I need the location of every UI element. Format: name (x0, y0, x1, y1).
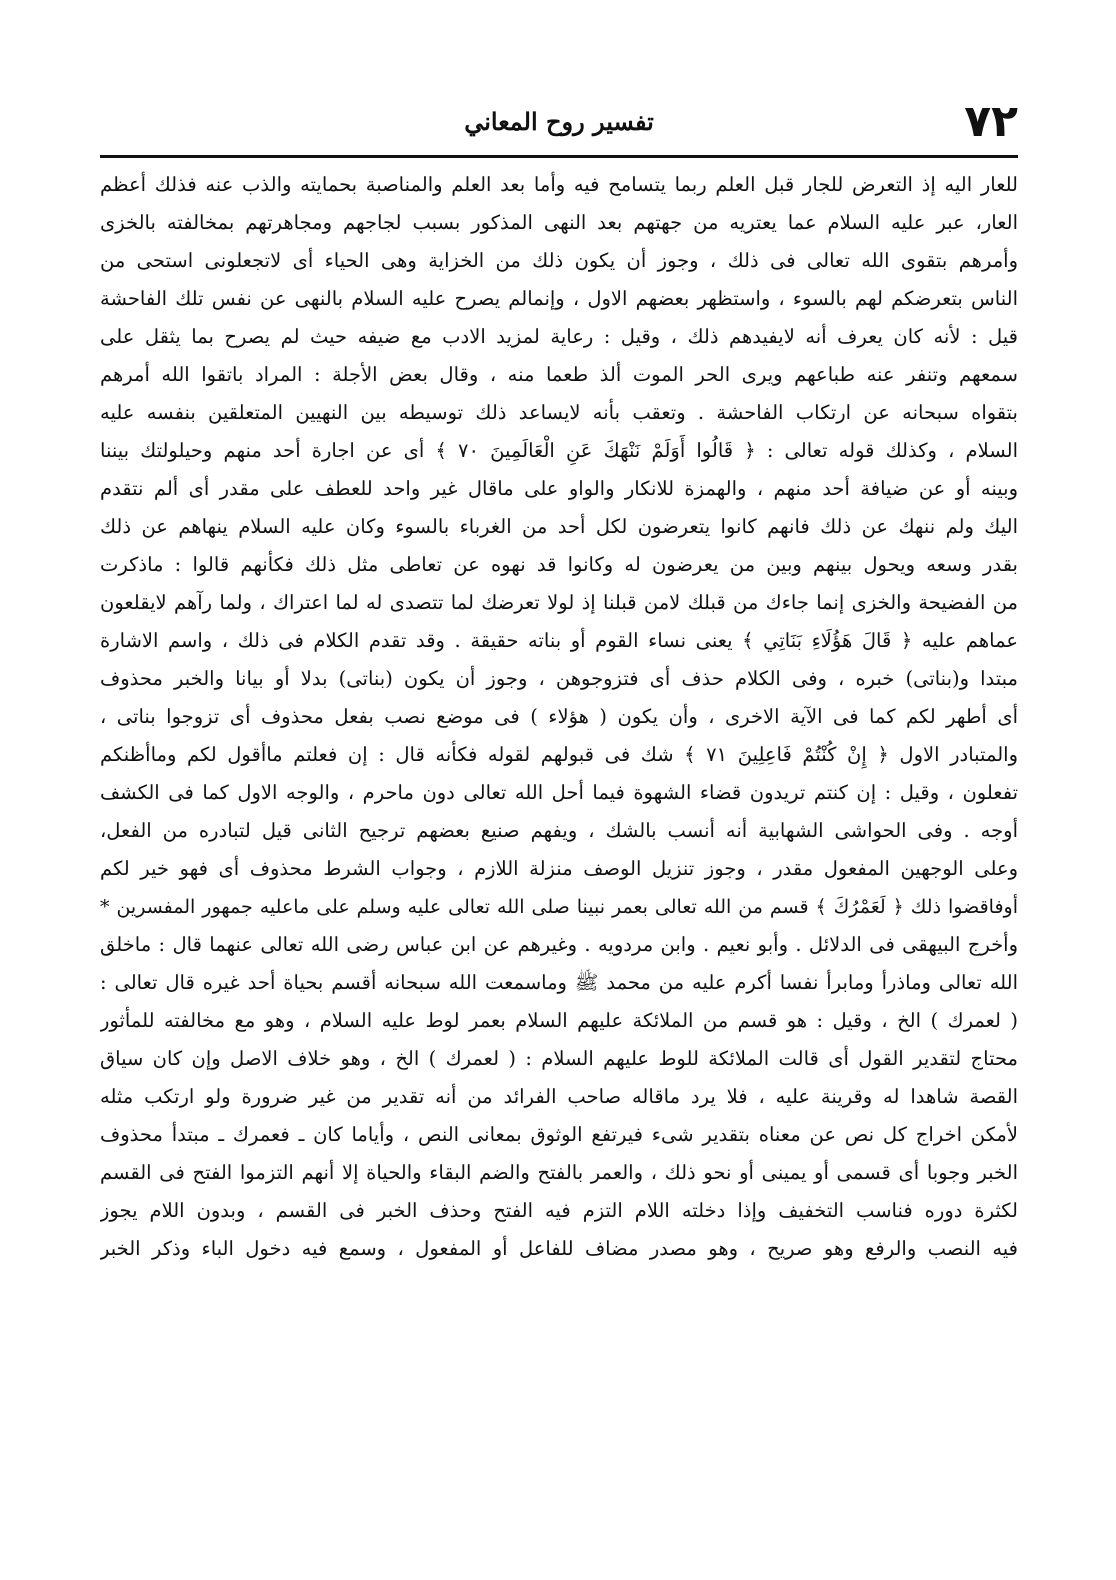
text-line: أى أطهر لكم كما فى الآية الاخرى ، وأن يكون ( هؤلاء ) فى موضع نصب بفعل محذوف أى تزوجوا بناتى ، (100, 705, 1018, 728)
text-line: للعار اليه إذ التعرض للجار قبل العلم ربما يتسامح فيه وأما بعد العلم والمناصبة بحمايته والذب عنه فذلك أعظم (100, 173, 1018, 196)
header-rule (100, 155, 1018, 158)
text-line: لكثرة دوره فناسب التخفيف وإذا دخلته اللام التزم فيه الفتح وحذف الخبر فى القسم ، وبدون اللام يجوز (100, 1199, 1018, 1222)
running-title: تفسير روح المعاني (464, 107, 654, 136)
text-line: تفعلون ، وقيل : إن كنتم تريدون قضاء الشهوة فيما أحل الله تعالى دون ماحرم ، والوجه الاول كما فى الكشف (100, 781, 1018, 804)
text-line: القصة شاهدا له وقرينة عليه ، فلا يرد ماقاله صاحب الفرائد من أنه تقدير من غير ضرورة ولو ارتكب مثله (100, 1085, 1018, 1108)
text-line: قيل : لأنه كان يعرف أنه لايفيدهم ذلك ، وقيل : رعاية لمزيد الادب مع ضيفه حيث لم يصرح بما يثقل على (100, 325, 1018, 348)
text-line: بتقواه سبحانه عن ارتكاب الفاحشة . وتعقب بأنه لايساعد ذلك توسيطه بين النهيين المتعلقين بنفسه عليه (100, 401, 1018, 424)
text-line: بقدر وسعه ويحول بينهم وبين من يعرضون له وكانوا قد نهوه عن تعاطى مثل ذلك فكأنهم قالوا : ماذكرت (100, 553, 1018, 576)
text-line: عماهم عليه ﴿ قَالَ هَؤُلَاءِ بَنَاتِي ﴾ يعنى نساء القوم أو بناته حقيقة . وقد تقدم الكلام فى ذلك ، واسم الاشارة (100, 629, 1018, 652)
text-line: أوفاقضوا ذلك ﴿ لَعَمْرُكَ ﴾ قسم من الله تعالى بعمر نبينا صلى الله تعالى عليه وسلم على ماعليه جمهور المفسرين * (100, 896, 1018, 918)
text-line: العار، عبر عليه السلام عما يعتريه من جهتهم بعد النهى المذكور بسبب لجاجهم ومجاهرتهم بمخالفته بالخزى (100, 211, 1018, 234)
text-line: أوجه . وفى الحواشى الشهابية أنه أنسب بالشك ، ويفهم صنيع بعضهم ترجيح الثانى قيل لتبادره من الفعل، (100, 819, 1018, 842)
page-number: ٧٢ (964, 96, 1018, 147)
text-line: لأمكن اخراج كل نص عن معناه بتقدير شىء فيرتفع الوثوق بمعانى النص ، وأياما كان ـ فعمرك ـ مبتدأ محذوف (100, 1123, 1018, 1146)
text-line: سمعهم وتنفر عنه طباعهم ويرى الحر الموت ألذ طعما منه ، وقال بعض الأجلة : المراد باتقوا الله أمرهم (100, 363, 1018, 386)
text-line: وأخرج البيهقى فى الدلائل . وأبو نعيم . وابن مردويه . وغيرهم عن ابن عباس رضى الله تعالى عنهما قال : ماخلق (100, 933, 1018, 956)
text-line: وأمرهم بتقوى الله تعالى فى ذلك ، وجوز أن يكون ذلك من الخزاية وهى الحياء أى لاتجعلونى استحى من (100, 249, 1018, 272)
text-line: من الفضيحة والخزى إنما جاءك من قبلك لامن قبلنا إذ لولا تعرضك لما تتصدى له لما اعتراك ، ولما رآهم لايقلعون (100, 591, 1018, 614)
text-line: الناس بتعرضكم لهم بالسوء ، واستظهر بعضهم الاول ، وإنمالم يصرح عليه السلام بالنهى عن نفس تلك الفاحشة (100, 287, 1018, 310)
text-line: الله تعالى وماذرأ ومابرأ نفسا أكرم عليه من محمد ﷺ وماسمعت الله سبحانه أقسم بحياة أحد غيره قال تعالى : (100, 971, 1018, 994)
text-line: وبينه أو عن ضيافة أحد منهم ، والهمزة للانكار والواو على ماقال غير واحد للعطف على مقدر أى ألم نتقدم (100, 477, 1018, 500)
text-line: اليك ولم ننهك عن ذلك فانهم كانوا يتعرضون لكل أحد من الغرباء بالسوء وكان عليه السلام ينهاهم عن ذلك (100, 515, 1018, 538)
text-line: وعلى الوجهين المفعول مقدر ، وجوز تنزيل الوصف منزلة اللازم ، وجواب الشرط محذوف أى فهو خير لكم (100, 857, 1018, 880)
text-line: ( لعمرك ) الخ ، وقيل : هو قسم من الملائكة عليهم السلام بعمر لوط عليه السلام ، وهو مع مخالفته للمأثور (100, 1009, 1018, 1032)
text-line: فيه النصب والرفع وهو صريح ، وهو مصدر مضاف للفاعل أو المفعول ، وسمع فيه دخول الباء وذكر الخبر (100, 1237, 1018, 1260)
text-line: محتاج لتقدير القول أى قالت الملائكة للوط عليهم السلام : ( لعمرك ) الخ ، وهو خلاف الاصل وإن كان سياق (100, 1047, 1018, 1070)
text-line: والمتبادر الاول ﴿ إِنْ كُنْتُمْ فَاعِلِينَ ٧١ ﴾ شك فى قبولهم لقوله فكأنه قال : إن فعلتم ماأقول لكم وماأظنكم (100, 743, 1018, 766)
text-line: السلام ، وكذلك قوله تعالى : ﴿ قَالُوا أَوَلَمْ نَنْهَكَ عَنِ الْعَالَمِينَ ٧٠ ﴾ أى عن اجارة أحد منهم وحيلولتك بيننا (100, 439, 1018, 462)
text-line: مبتدا و(بناتى) خبره ، وفى الكلام حذف أى فتزوجوهن ، وجوز أن يكون (بناتى) بدلا أو بيانا والخبر محذوف (100, 667, 1018, 690)
text-line: الخبر وجوبا أى قسمى أو يمينى أو نحو ذلك ، والعمر بالفتح والضم البقاء والحياة إلا أنهم التزموا الفتح فى القسم (100, 1161, 1018, 1184)
body-text (100, 166, 1018, 1268)
page-header (100, 92, 1018, 158)
